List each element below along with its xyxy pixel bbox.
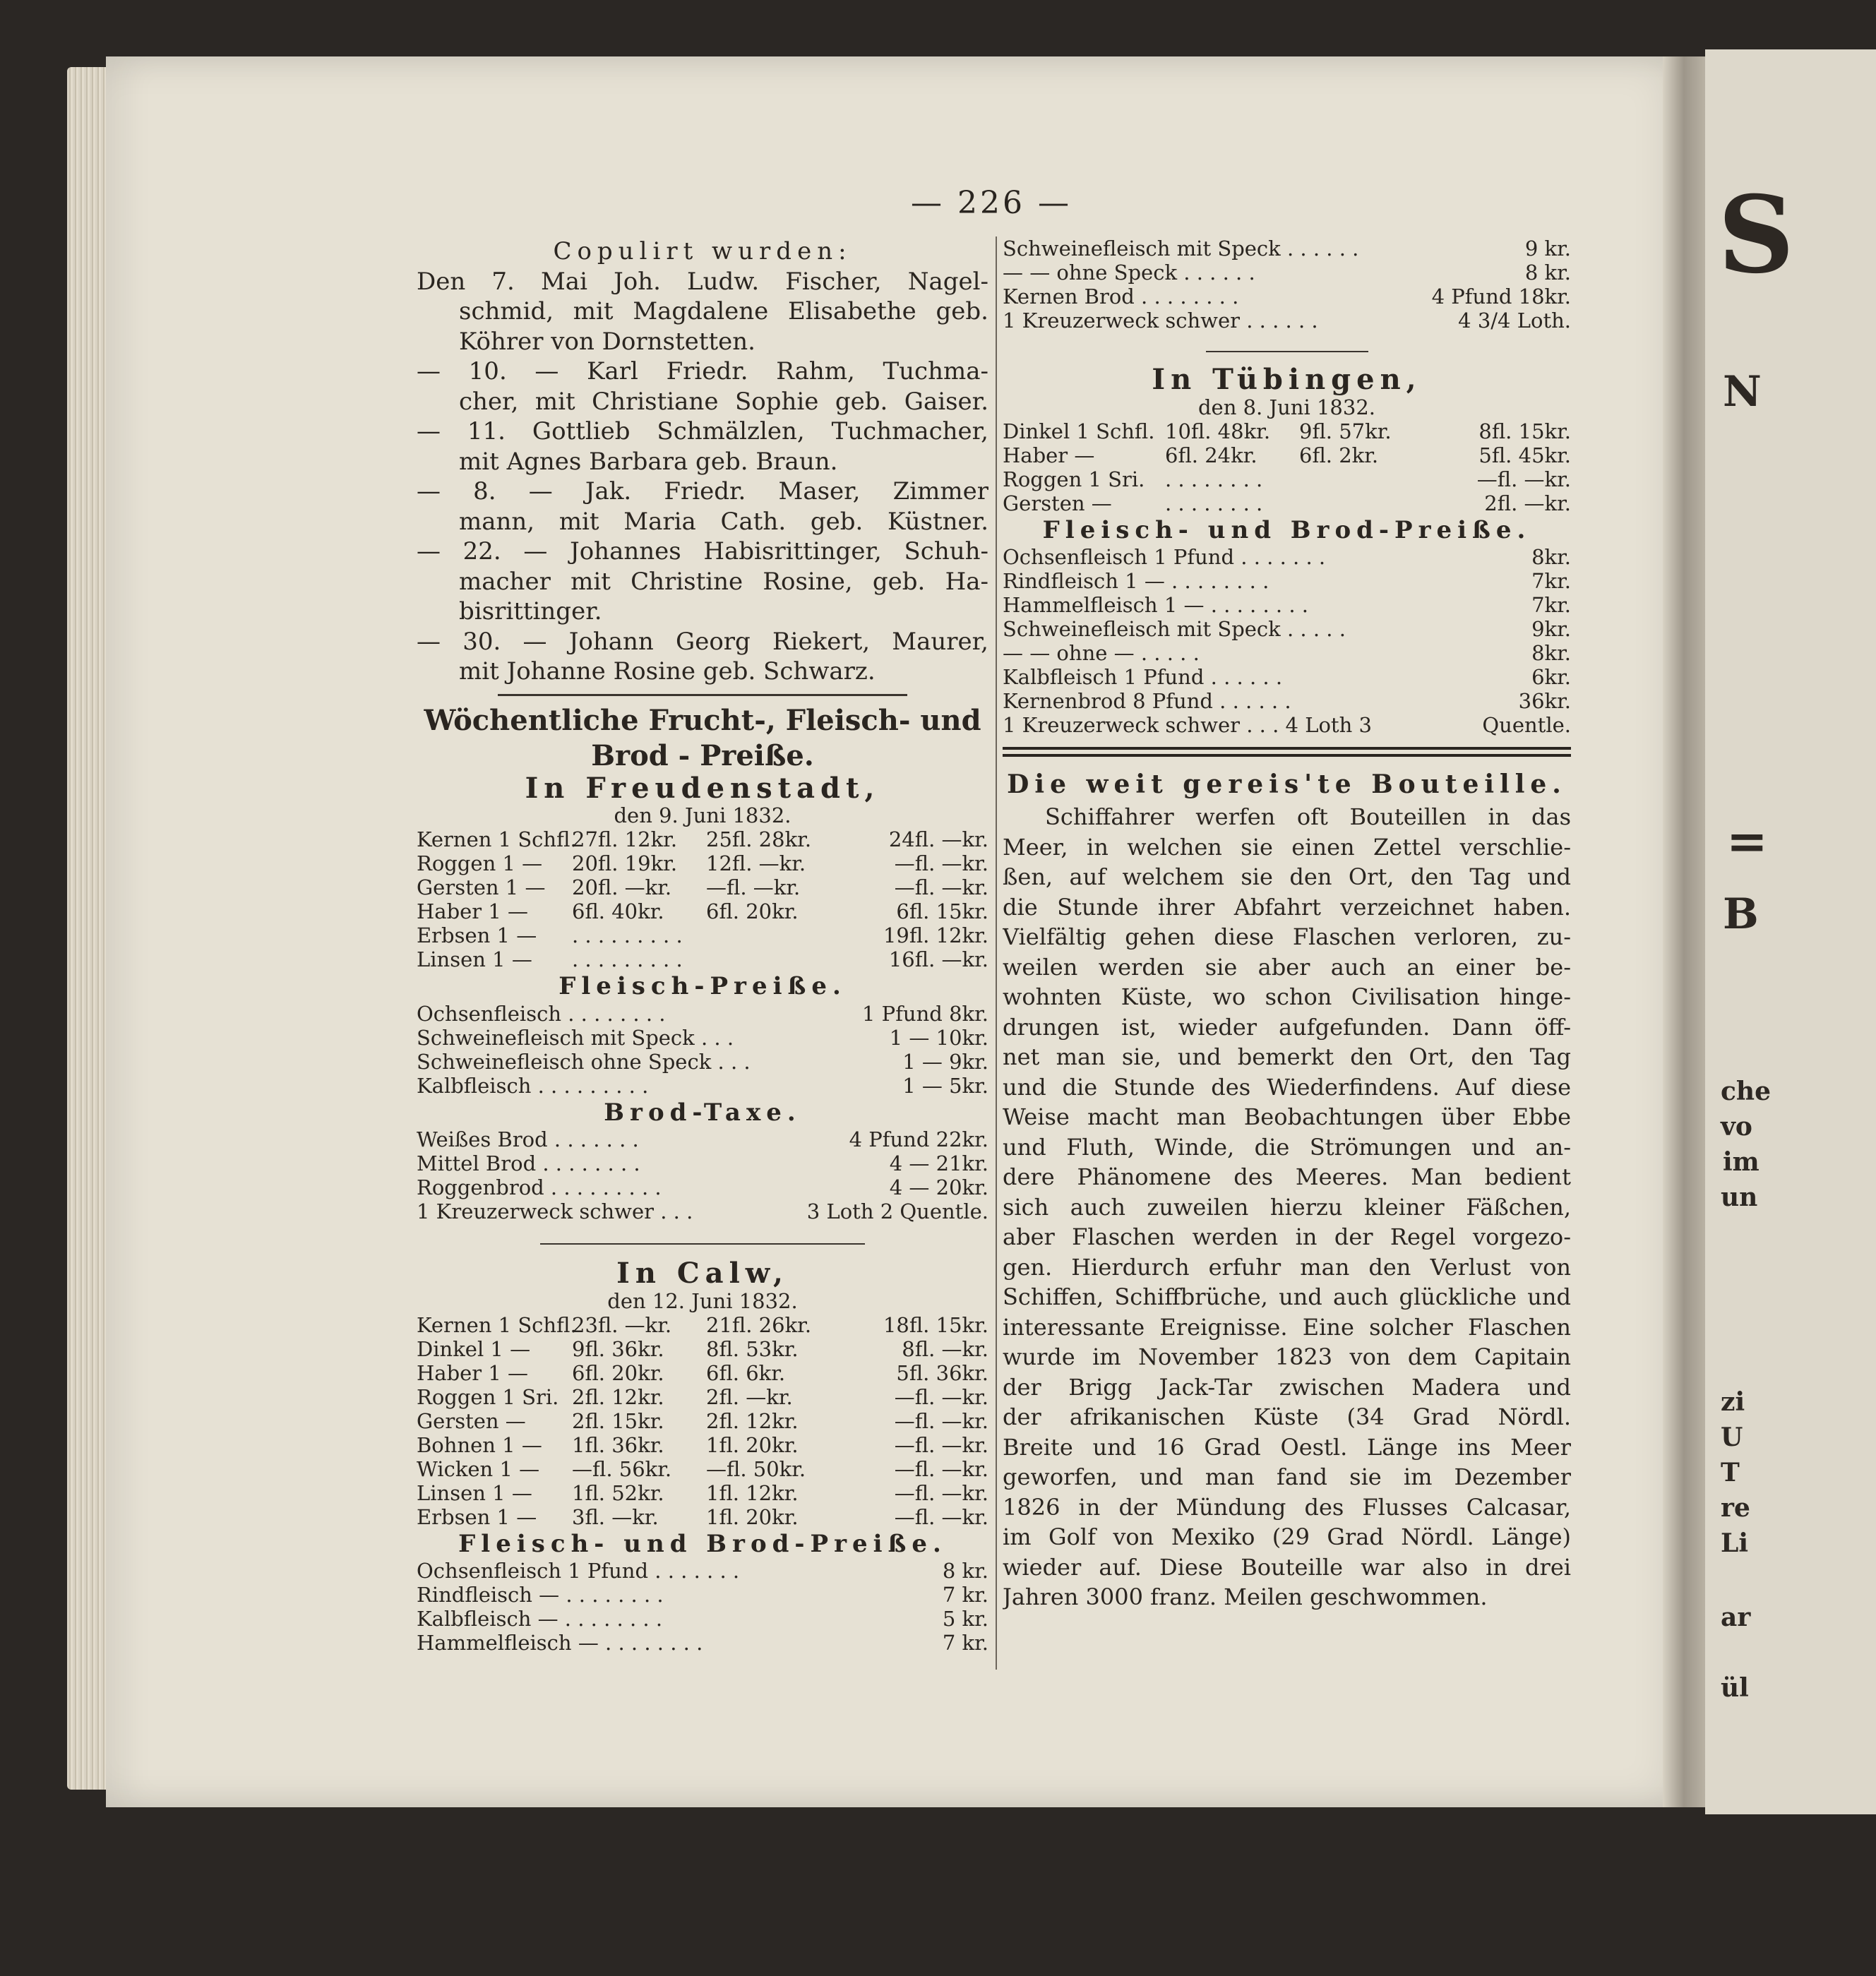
price-row — [1003, 617, 1571, 641]
price-cell: Roggen 1 Sri. — [417, 1384, 559, 1409]
article-line: Schiffen, Schiffbrüche, und auch glückliche und — [1003, 1283, 1571, 1310]
article-line: 1826 in der Mündung des Flusses Calcasar, — [1003, 1493, 1571, 1521]
price-row — [417, 1583, 988, 1607]
article-line: gen. Hierdurch erfuhr man den Verlust von — [1003, 1253, 1571, 1281]
price-cell: 1 Pfund 8kr. — [862, 1001, 988, 1026]
price-cell: —fl. —kr. — [894, 1432, 988, 1457]
price-row — [417, 1002, 988, 1026]
next-page-fragment: ar — [1721, 1603, 1751, 1632]
price-cell: —fl. —kr. — [706, 875, 801, 899]
price-cell: Ochsenfleisch . . . . . . . . — [417, 1001, 666, 1026]
freudenstadt-meat-table — [417, 1002, 988, 1098]
article-line: Breite und 16 Grad Oestl. Länge ins Meer — [1003, 1433, 1571, 1461]
price-cell: 2fl. —kr. — [706, 1384, 793, 1409]
copulirt-line: — 11. Gottlieb Schmälzlen, Tuchmacher, — [417, 417, 988, 445]
price-cell: Kernenbrod 8 Pfund . . . . . . — [1003, 689, 1291, 713]
price-cell: 9kr. — [1531, 617, 1571, 641]
article-title: Die weit gereis'te Bouteille. — [1007, 770, 1567, 799]
copulirt-line: cher, mit Christiane Sophie geb. Gaiser. — [459, 387, 988, 416]
weekly-prices-subtitle: Brod - Preiße. — [591, 738, 814, 772]
price-row — [417, 1151, 988, 1175]
copulirt-list — [417, 267, 988, 687]
calw-date: den 12. Juni 1832. — [607, 1288, 798, 1313]
copulirt-line: — 22. — Johannes Habisrittinger, Schuh- — [417, 537, 988, 565]
price-row — [1003, 285, 1571, 309]
price-row — [1003, 261, 1571, 285]
article-line: wieder auf. Diese Bouteille war also in drei — [1003, 1553, 1571, 1581]
price-cell: 16fl. —kr. — [888, 947, 988, 971]
copulirt-line: macher mit Christine Rosine, geb. Ha- — [459, 567, 988, 596]
next-page-fragment: im — [1723, 1147, 1760, 1177]
copulirt-line: Köhrer von Dornstetten. — [459, 327, 755, 356]
article-line: Vielfältig gehen diese Flaschen verloren, zu- — [1003, 923, 1571, 950]
price-cell: —fl. —kr. — [894, 851, 988, 875]
price-cell: Dinkel 1 — — [417, 1336, 531, 1361]
article-line: und die Stunde des Wiederfindens. Auf diese — [1003, 1073, 1571, 1101]
price-cell: Haber 1 — — [417, 899, 529, 923]
price-cell: 8 kr. — [942, 1559, 988, 1583]
price-cell: 1fl. 20kr. — [706, 1504, 799, 1529]
price-cell: 25fl. 28kr. — [706, 827, 812, 851]
freudenstadt-bread-table — [417, 1127, 988, 1223]
price-cell: Schweinefleisch ohne Speck . . . — [417, 1049, 751, 1074]
article-line: aber Flaschen werden in der Regel vorgezo- — [1003, 1223, 1571, 1250]
price-cell: 7 kr. — [942, 1631, 988, 1655]
price-row — [417, 1313, 988, 1337]
tuebingen-heading: In Tübingen, — [1152, 365, 1422, 395]
price-cell: Linsen 1 — — [417, 1480, 532, 1505]
next-page-fragment: Li — [1721, 1528, 1748, 1558]
price-cell: Kalbfleisch . . . . . . . . . — [417, 1073, 649, 1098]
price-row — [417, 1050, 988, 1074]
price-cell: Dinkel 1 Schfl. — [1003, 419, 1155, 443]
price-cell: 5 kr. — [942, 1607, 988, 1631]
price-row — [417, 1337, 988, 1361]
next-page-fragment: zi — [1721, 1387, 1745, 1417]
price-cell: 2fl. 12kr. — [706, 1408, 799, 1433]
article-line: sich auch zuweilen hierzu kleiner Fäßchen, — [1003, 1193, 1571, 1221]
article-line: ßen, auf welchem sie den Ort, den Tag und — [1003, 863, 1571, 890]
price-row — [417, 827, 988, 851]
price-cell — [1299, 491, 1433, 515]
price-cell: Mittel Brod . . . . . . . . — [417, 1151, 640, 1175]
article-line: im Golf von Mexiko (29 Grad Nördl. Länge) — [1003, 1523, 1571, 1550]
article-line: Meer, in welchen sie einen Zettel verschlie- — [1003, 833, 1571, 861]
copulirt-line: — 8. — Jak. Friedr. Maser, Zimmer — [417, 477, 988, 505]
price-row — [1003, 665, 1571, 689]
price-cell: Gersten — — [1003, 491, 1112, 515]
next-page-fragment: un — [1721, 1182, 1758, 1212]
price-cell: 8fl. 15kr. — [1478, 419, 1571, 443]
price-cell: —fl. —kr. — [894, 875, 988, 899]
next-page-fragment: B — [1723, 890, 1759, 939]
price-cell: 6fl. 20kr. — [572, 1360, 664, 1385]
price-row — [1003, 491, 1571, 515]
calw-grain-table — [417, 1313, 988, 1529]
price-cell: Roggen 1 Sri. — [1003, 467, 1145, 491]
price-cell: Schweinefleisch mit Speck . . . — [417, 1025, 734, 1050]
article-line: net man sie, und bemerkt den Ort, den Tag — [1003, 1043, 1571, 1070]
price-cell: 6fl. 24kr. — [1165, 443, 1257, 467]
price-cell: Kernen Brod . . . . . . . . — [1003, 285, 1239, 309]
price-cell: 21fl. 26kr. — [706, 1312, 812, 1337]
price-cell: 8fl. —kr. — [902, 1336, 988, 1361]
price-row — [417, 1175, 988, 1199]
price-cell: 4 — 21kr. — [889, 1151, 988, 1175]
price-cell: 23fl. —kr. — [572, 1312, 672, 1337]
price-cell: Erbsen 1 — — [417, 923, 537, 947]
price-row — [417, 1457, 988, 1481]
price-cell: . . . . . . . . . — [572, 923, 683, 947]
price-cell: 6fl. 2kr. — [1299, 443, 1379, 467]
price-row — [1003, 593, 1571, 617]
price-cell: Haber 1 — — [417, 1360, 529, 1385]
price-row — [417, 1631, 988, 1655]
article-line: Schiffahrer werfen oft Bouteillen in das — [1045, 803, 1571, 830]
price-cell: Ochsenfleisch 1 Pfund . . . . . . . — [1003, 545, 1326, 569]
price-cell: 1 Kreuzerweck schwer . . . . . . — [1003, 309, 1318, 333]
price-cell: Ochsenfleisch 1 Pfund . . . . . . . — [417, 1559, 740, 1583]
price-cell: 12fl. —kr. — [706, 851, 806, 875]
price-cell: Rindfleisch — . . . . . . . . — [417, 1583, 664, 1607]
price-cell: 3fl. —kr. — [572, 1504, 659, 1529]
price-cell: Bohnen 1 — — [417, 1432, 542, 1457]
price-cell: — — ohne — . . . . . — [1003, 641, 1200, 665]
price-cell: —fl. —kr. — [894, 1480, 988, 1505]
price-cell: . . . . . . . . — [1165, 491, 1263, 515]
next-page-fragment: S — [1718, 173, 1795, 297]
price-row — [1003, 236, 1571, 261]
price-cell: 9fl. 57kr. — [1299, 419, 1392, 443]
tuebingen-date: den 8. Juni 1832. — [1197, 395, 1375, 419]
price-row — [417, 1199, 988, 1223]
section-rule — [540, 1243, 865, 1245]
right-column — [1003, 236, 1571, 1612]
price-row — [1003, 689, 1571, 713]
price-cell: Linsen 1 — — [417, 947, 532, 971]
section-rule — [1206, 351, 1368, 352]
price-cell: 4 3/4 Loth. — [1458, 309, 1571, 333]
price-cell: 1 Kreuzerweck schwer . . . 4 Loth 3 — [1003, 713, 1372, 737]
price-row — [417, 1559, 988, 1583]
article-line: Jahren 3000 franz. Meilen geschwommen. — [1003, 1583, 1488, 1610]
price-cell: —fl. 56kr. — [572, 1456, 672, 1481]
freudenstadt-grain-table — [417, 827, 988, 971]
price-cell: Schweinefleisch mit Speck . . . . . — [1003, 617, 1346, 641]
tuebingen-fleisch-heading: Fleisch- und Brod-Preiße. — [1042, 515, 1531, 544]
price-cell: Haber — — [1003, 443, 1095, 467]
price-cell: 6kr. — [1531, 665, 1571, 689]
price-row — [417, 1433, 988, 1457]
article-body — [1003, 802, 1571, 1612]
price-cell: 20fl. 19kr. — [572, 851, 678, 875]
price-row — [417, 947, 988, 971]
article-line: der afrikanischen Küste (34 Grad Nördl. — [1003, 1403, 1571, 1430]
price-cell: 1fl. 52kr. — [572, 1480, 664, 1505]
article-line: die Stunde ihrer Abfahrt verzeichnet haben. — [1003, 893, 1571, 921]
price-cell: Kernen 1 Schfl. — [417, 827, 577, 851]
copulirt-line: bisrittinger. — [459, 597, 602, 625]
freudenstadt-fleisch-heading: Fleisch-Preiße. — [558, 972, 847, 1000]
price-row — [1003, 467, 1571, 491]
price-cell: Roggenbrod . . . . . . . . . — [417, 1175, 662, 1199]
book-gutter — [1663, 56, 1705, 1807]
price-cell: 1 Kreuzerweck schwer . . . — [417, 1199, 693, 1223]
price-row — [417, 1481, 988, 1505]
next-page-fragment: = — [1726, 812, 1768, 870]
price-cell: 6fl. 15kr. — [896, 899, 988, 923]
price-cell: Gersten — — [417, 1408, 526, 1433]
double-rule — [1003, 747, 1571, 757]
price-cell: 7kr. — [1531, 569, 1571, 593]
price-cell: 1fl. 12kr. — [706, 1480, 799, 1505]
copulirt-line: — 10. — Karl Friedr. Rahm, Tuchma- — [417, 357, 988, 385]
price-row — [417, 1607, 988, 1631]
price-row — [417, 899, 988, 923]
freudenstadt-date: den 9. Juni 1832. — [614, 803, 791, 827]
price-row — [1003, 545, 1571, 569]
price-cell — [706, 947, 840, 971]
price-cell: 1fl. 36kr. — [572, 1432, 664, 1457]
price-cell: Rindfleisch 1 — . . . . . . . . — [1003, 569, 1269, 593]
next-page-fragment: re — [1721, 1493, 1750, 1523]
price-row — [417, 851, 988, 875]
freudenstadt-heading: In Freudenstadt, — [525, 773, 880, 803]
price-cell: 6fl. 6kr. — [706, 1360, 786, 1385]
price-row — [417, 1385, 988, 1409]
price-cell: 1 — 5kr. — [902, 1073, 988, 1098]
price-cell: 36kr. — [1518, 689, 1571, 713]
next-page-edge — [1705, 49, 1876, 1814]
page-number: — 226 — — [911, 185, 1072, 221]
next-page-fragment: che — [1721, 1077, 1771, 1106]
price-cell: Erbsen 1 — — [417, 1504, 537, 1529]
tuebingen-grain-table — [1003, 419, 1571, 515]
price-cell: 2fl. 15kr. — [572, 1408, 664, 1433]
price-cell: —fl. —kr. — [894, 1456, 988, 1481]
price-cell: Gersten 1 — — [417, 875, 546, 899]
price-row — [417, 1127, 988, 1151]
article-line: Weise macht man Beobachtungen über Ebbe — [1003, 1103, 1571, 1130]
price-row — [417, 1409, 988, 1433]
price-cell: 10fl. 48kr. — [1165, 419, 1271, 443]
price-row — [417, 875, 988, 899]
price-row — [1003, 713, 1571, 737]
price-cell: Schweinefleisch mit Speck . . . . . . — [1003, 236, 1359, 261]
copulirt-line: mann, mit Maria Cath. geb. Küstner. — [459, 507, 988, 536]
price-cell: 5fl. 45kr. — [1478, 443, 1571, 467]
price-cell: —fl. —kr. — [1476, 467, 1571, 491]
price-cell: Hammelfleisch — . . . . . . . . — [417, 1631, 703, 1655]
price-cell: 9fl. 36kr. — [572, 1336, 664, 1361]
price-cell: 4 — 20kr. — [889, 1175, 988, 1199]
next-page-fragment: N — [1723, 367, 1762, 417]
article-line: und Fluth, Winde, die Strömungen und an- — [1003, 1133, 1571, 1161]
weekly-prices-title: Wöchentliche Frucht-, Fleisch- und — [424, 703, 981, 737]
price-cell: 20fl. —kr. — [572, 875, 672, 899]
price-cell: Weißes Brod . . . . . . . — [417, 1127, 639, 1151]
price-cell: 18fl. 15kr. — [883, 1312, 988, 1337]
copulirt-line: mit Johanne Rosine geb. Schwarz. — [459, 657, 876, 685]
price-cell: 9 kr. — [1524, 236, 1571, 261]
price-cell: —fl. 50kr. — [706, 1456, 806, 1481]
copulirt-line: Den 7. Mai Joh. Ludw. Fischer, Nagel- — [417, 267, 988, 296]
article-line: der Brigg Jack-Tar zwischen Madera und — [1003, 1373, 1571, 1401]
price-row — [1003, 569, 1571, 593]
price-row — [1003, 641, 1571, 665]
continued-price-table — [1003, 236, 1571, 333]
next-page-fragment: U — [1721, 1423, 1743, 1452]
price-row — [417, 923, 988, 947]
price-cell: Hammelfleisch 1 — . . . . . . . . — [1003, 593, 1308, 617]
calw-fleisch-heading: Fleisch- und Brod-Preiße. — [458, 1529, 947, 1558]
article-line: geworfen, und man fand sie im Dezember — [1003, 1463, 1571, 1490]
price-cell: 8kr. — [1531, 641, 1571, 665]
freudenstadt-brod-heading: Brod-Taxe. — [604, 1098, 801, 1127]
price-cell: 1fl. 20kr. — [706, 1432, 799, 1457]
price-cell: 4 Pfund 18kr. — [1431, 285, 1571, 309]
price-cell: 24fl. —kr. — [888, 827, 988, 851]
price-row — [1003, 309, 1571, 333]
price-cell: 6fl. 20kr. — [706, 899, 799, 923]
price-cell: 1 — 10kr. — [889, 1025, 988, 1050]
price-row — [417, 1361, 988, 1385]
price-cell: 27fl. 12kr. — [572, 827, 678, 851]
column-divider — [996, 236, 997, 1670]
price-cell: Kalbfleisch 1 Pfund . . . . . . — [1003, 665, 1283, 689]
calw-heading: In Calw, — [616, 1259, 789, 1289]
price-cell: 1 — 9kr. — [902, 1049, 988, 1074]
price-cell: 8kr. — [1531, 545, 1571, 569]
article-line: weilen werden sie aber auch an einer be- — [1003, 953, 1571, 981]
price-cell: 7kr. — [1531, 593, 1571, 617]
price-cell: Roggen 1 — — [417, 851, 543, 875]
price-cell: Wicken 1 — — [417, 1456, 540, 1481]
price-cell: 4 Pfund 22kr. — [849, 1127, 988, 1151]
price-cell — [1299, 467, 1433, 491]
section-rule — [498, 694, 907, 696]
price-cell: —fl. —kr. — [894, 1384, 988, 1409]
price-cell: 2fl. —kr. — [1484, 491, 1571, 515]
left-column — [417, 236, 988, 1655]
price-row — [1003, 443, 1571, 467]
price-cell: . . . . . . . . — [1165, 467, 1263, 491]
next-page-fragment: ül — [1721, 1673, 1749, 1703]
price-cell: 2fl. 12kr. — [572, 1384, 664, 1409]
price-cell: 8fl. 53kr. — [706, 1336, 799, 1361]
price-cell: 19fl. 12kr. — [883, 923, 988, 947]
article-line: wohnten Küste, wo schon Civilisation hinge- — [1003, 983, 1571, 1010]
price-cell: — — ohne Speck . . . . . . — [1003, 261, 1255, 285]
price-cell: —fl. —kr. — [894, 1504, 988, 1529]
copulirt-line: mit Agnes Barbara geb. Braun. — [459, 447, 838, 476]
price-row — [1003, 419, 1571, 443]
price-cell: Kalbfleisch — . . . . . . . . — [417, 1607, 663, 1631]
price-cell — [706, 923, 840, 947]
price-cell: Quentle. — [1482, 713, 1571, 737]
price-row — [417, 1505, 988, 1529]
price-cell: 8 kr. — [1524, 261, 1571, 285]
price-cell: 6fl. 40kr. — [572, 899, 664, 923]
copulirt-line: schmid, mit Magdalene Elisabethe geb. — [459, 297, 988, 325]
price-cell: 3 Loth 2 Quentle. — [806, 1199, 988, 1223]
price-row — [417, 1074, 988, 1098]
calw-meat-table — [417, 1559, 988, 1655]
article-line: dere Phänomene des Meeres. Man bedient — [1003, 1163, 1571, 1190]
price-cell: . . . . . . . . . — [572, 947, 683, 971]
price-cell: Kernen 1 Schfl. — [417, 1312, 577, 1337]
article-line: interessante Ereignisse. Eine solcher Flaschen — [1003, 1313, 1571, 1341]
tuebingen-meat-table — [1003, 545, 1571, 737]
copulirt-heading: Copulirt wurden: — [553, 237, 852, 265]
copulirt-line: — 30. — Johann Georg Riekert, Maurer, — [417, 627, 988, 656]
price-row — [417, 1026, 988, 1050]
article-line: drungen ist, wieder aufgefunden. Dann öff- — [1003, 1013, 1571, 1041]
price-cell: 7 kr. — [942, 1583, 988, 1607]
price-cell: —fl. —kr. — [894, 1408, 988, 1433]
article-line: wurde im November 1823 von dem Capitain — [1003, 1343, 1571, 1370]
next-page-fragment: T — [1721, 1458, 1740, 1487]
price-cell: 5fl. 36kr. — [896, 1360, 988, 1385]
next-page-fragment: vo — [1721, 1112, 1752, 1142]
